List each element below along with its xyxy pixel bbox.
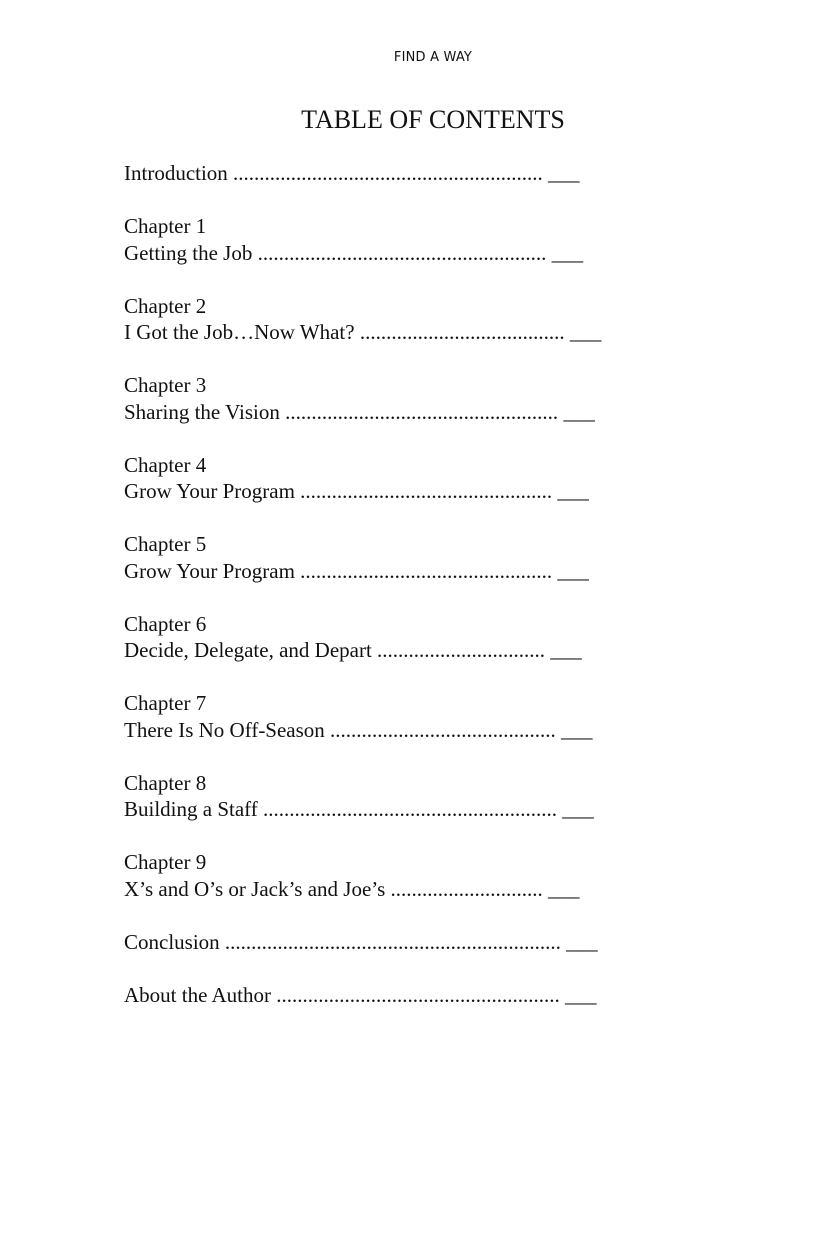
toc-chapter-label: Chapter 6: [124, 611, 207, 636]
toc-entry-chapter-4: [124, 452, 724, 505]
toc-entry-chapter-9: [124, 849, 724, 902]
toc-chapter-label: Chapter 5: [124, 532, 207, 556]
toc-entry-title: Introduction ........................................................... ___: [124, 161, 580, 185]
toc-entry-title: Decide, Delegate, and Depart ................................ ___: [124, 638, 582, 662]
table-of-contents: [124, 160, 724, 1035]
toc-entry-title: There Is No Off-Season ........................................... ___: [124, 717, 593, 742]
toc-entry-title: X’s and O’s or Jack’s and Joe’s ............................. ___: [124, 876, 580, 901]
toc-chapter-label: Chapter 7: [124, 691, 207, 715]
toc-chapter-label: Chapter 4: [124, 452, 207, 477]
toc-chapter-label: Chapter 3: [124, 373, 207, 397]
toc-entry-chapter-5: [124, 531, 724, 584]
toc-entry-title: About the Author ...................................................... ___: [124, 982, 597, 1007]
toc-entry-introduction: [124, 160, 724, 187]
toc-entry-title: Grow Your Program ................................................ ___: [124, 558, 589, 583]
running-header: FIND A WAY: [393, 50, 473, 65]
toc-entry-chapter-6: [124, 611, 724, 664]
toc-entry-title: Building a Staff ........................................................ ___: [124, 797, 594, 821]
toc-entry-title: Getting the Job ....................................................... ___: [124, 240, 584, 265]
toc-entry-chapter-7: [124, 690, 724, 743]
toc-chapter-label: Chapter 9: [124, 850, 207, 874]
toc-entry-chapter-1: [124, 213, 724, 266]
toc-entry-chapter-8: [124, 770, 724, 823]
toc-chapter-label: Chapter 1: [124, 214, 207, 238]
page-title: TABLE OF CONTENTS: [301, 105, 565, 134]
toc-entry-title: Sharing the Vision .................................................... ___: [124, 399, 595, 424]
toc-chapter-label: Chapter 8: [124, 770, 207, 795]
toc-entry-chapter-3: [124, 372, 724, 425]
toc-chapter-label: Chapter 2: [124, 293, 207, 318]
toc-entry-title: Conclusion ................................................................ ___: [124, 929, 598, 954]
toc-entry-conclusion: [124, 929, 724, 956]
toc-entry-chapter-2: [124, 293, 724, 346]
toc-entry-about-the-author: [124, 982, 724, 1009]
toc-entry-title: Grow Your Program ................................................ ___: [124, 479, 589, 503]
toc-entry-title: I Got the Job…Now What? ....................................... ___: [124, 320, 602, 344]
